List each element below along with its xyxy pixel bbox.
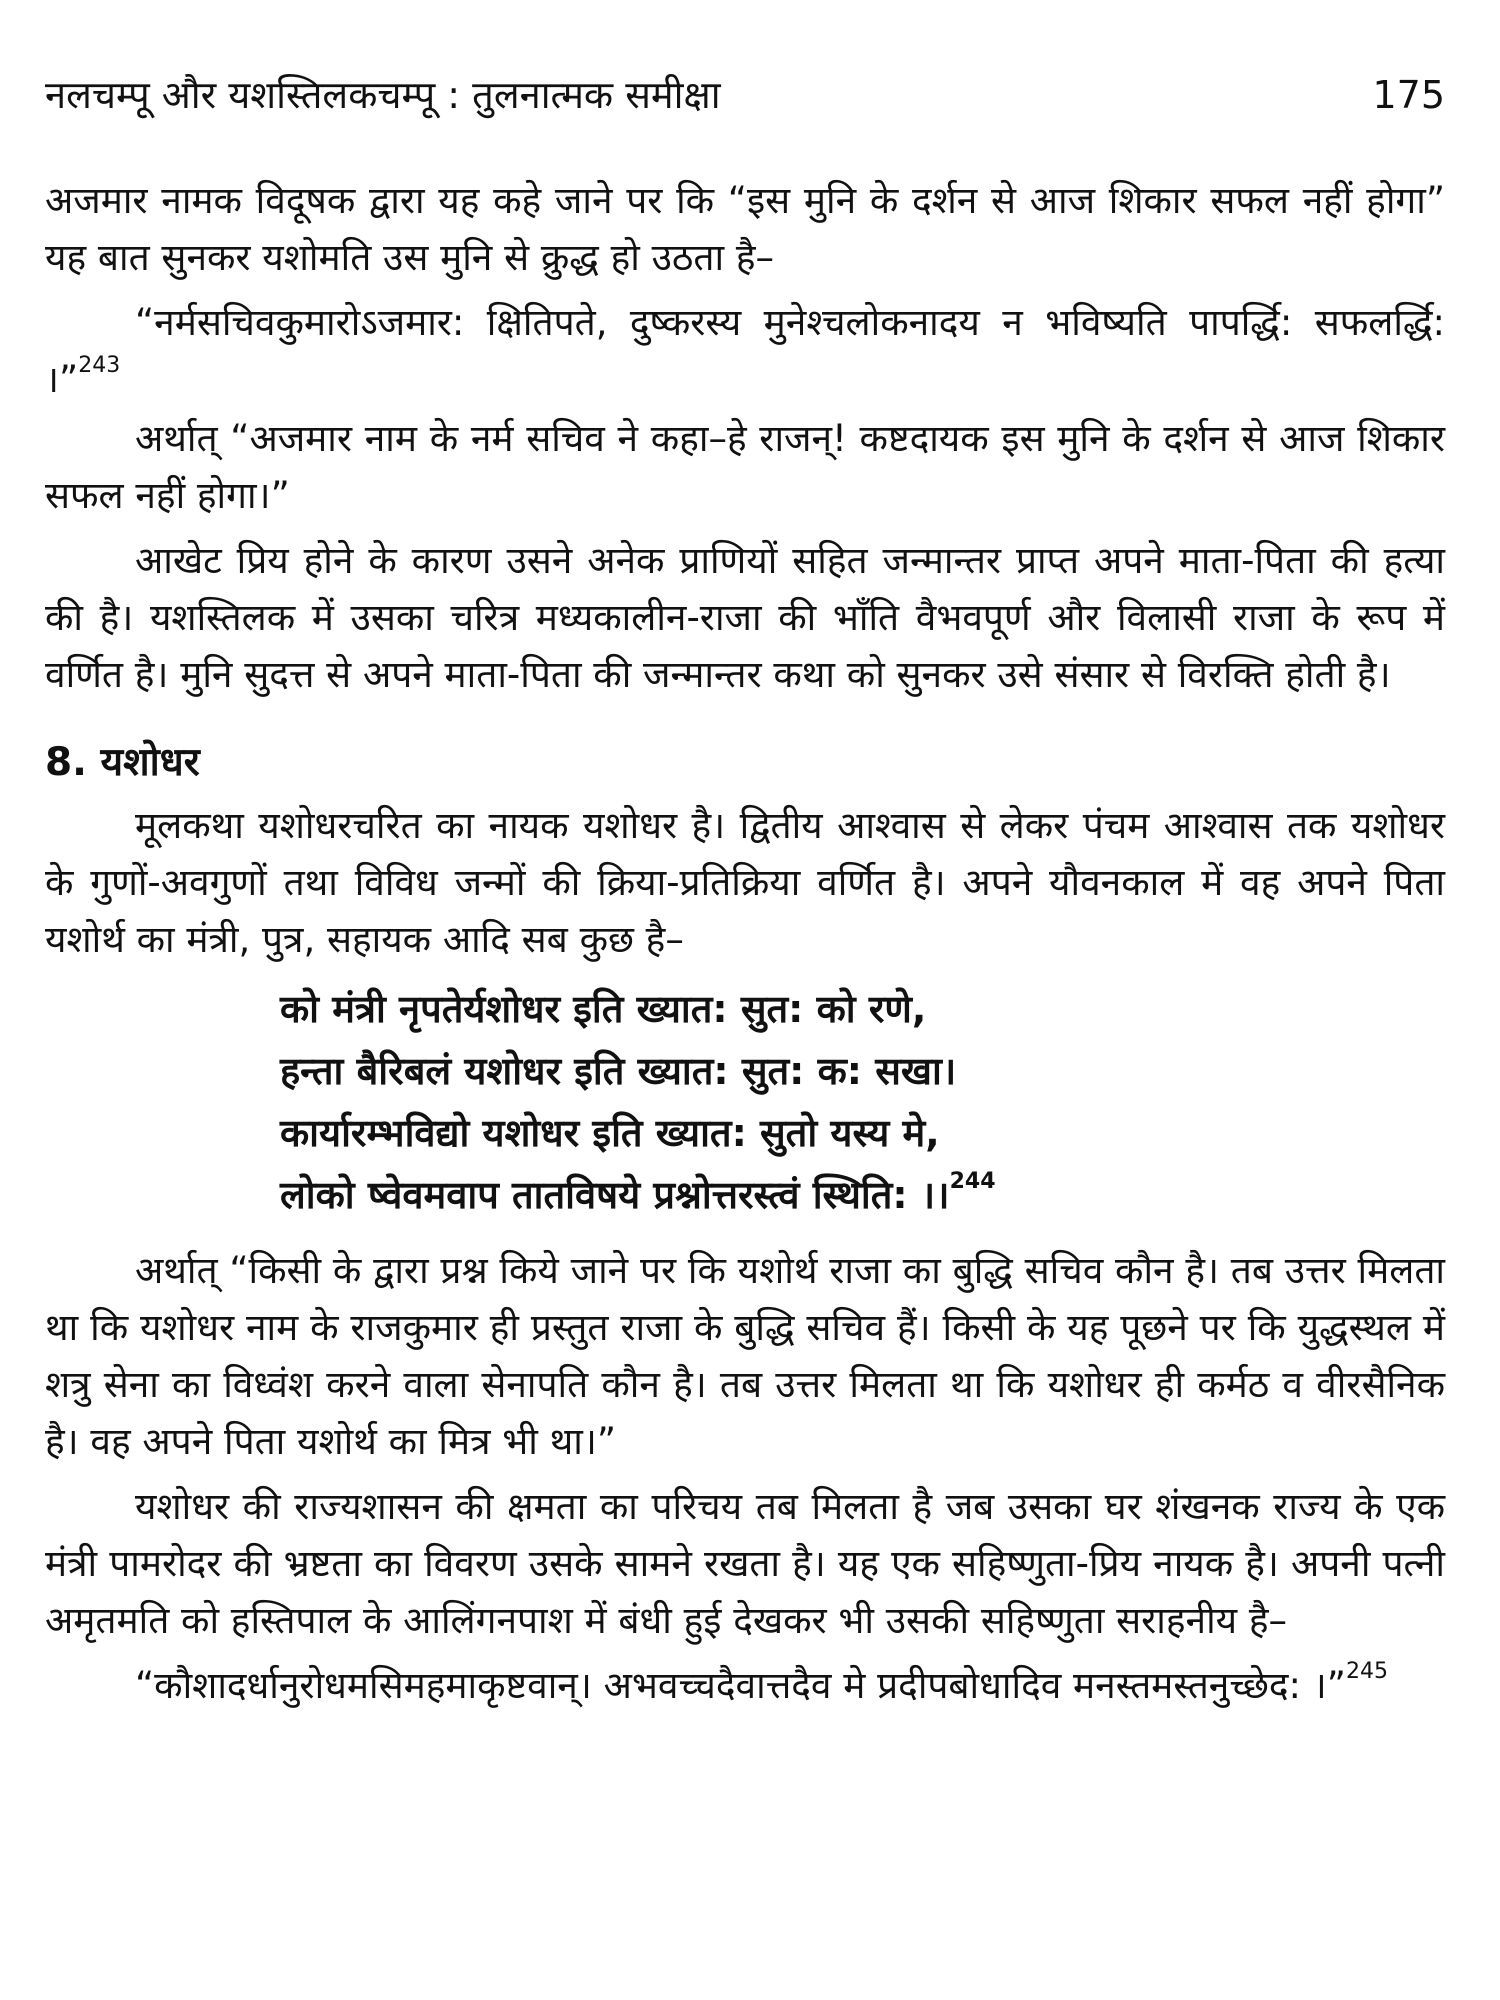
paragraph-5: अर्थात् “किसी के द्वारा प्रश्न किये जाने पर कि यशोर्थ राजा का बुद्धि सचिव कौन है। तब उत्तर मिलता था कि यशोधर नाम के राजकुमार ही प्रस्तुत राजा के बुद्धि सचिव हैं। किसी के यह पूछने पर कि युद्धस्थल में शत्रु सेना का विध्वंश करने वाला सेनापति कौन है। तब उत्तर मिलता था कि यशोधर ही कर्मठ व वीरसैनिक है। वह अपने पिता यशोर्थ का मित्र भी था।” xyxy=(45,1249,1445,1463)
verse-line: कार्यारम्भविद्यो यशोधर इति ख्यात: सुतो यस्य मे, xyxy=(280,1111,940,1155)
page-header xyxy=(45,70,1445,130)
paragraph-6: यशोधर की राज्यशासन की क्षमता का परिचय तब मिलता है जब उसका घर शंखनक राज्य के एक मंत्री पामरोदर की भ्रष्टता का विवरण उसके सामने रखता है। यह एक सहिष्णुता-प्रिय नायक है। अपनी पत्नी अमृतमति को हस्तिपाल के आलिंगनपाश में बंधी हुई देखकर भी उसकी सहिष्णुता सराहनीय है– xyxy=(45,1485,1445,1642)
quote-text: “कौशादर्धानुरोधमसिमहमाकृष्टवान्। अभवच्चदैवात्तदैव मे प्रदीपबोधादिव मनस्तमस्तनुच्छेद: ।” xyxy=(135,1664,1346,1707)
page-body xyxy=(45,172,1445,1722)
quote-text: “नर्मसचिवकुमारोऽजमार: क्षितिपते, दुष्करस्य मुनेश्चलोकनादय न भविष्यति पापर्द्धि: सफलर्द्धि: ।” xyxy=(45,301,1445,401)
verse-line: को मंत्री नृपतेर्यशोधर इति ख्यात: सुत: को रणे, xyxy=(280,987,927,1031)
paragraph-1: अजमार नामक विदूषक द्वारा यह कहे जाने पर कि “इस मुनि के दर्शन से आज शिकार सफल नहीं होगा” यह बात सुनकर यशोमति उस मुनि से क्रुद्ध हो उठता है– xyxy=(45,179,1445,279)
section-heading: 8. यशोधर xyxy=(45,740,200,785)
verse-text: लोको ष्वेवमवाप तातविषये प्रश्नोत्तरस्त्वं स्थिति: ।। xyxy=(280,1173,950,1217)
verse-line: हन्ता बैरिबलं यशोधर इति ख्यात: सुत: क: सखा। xyxy=(280,1049,957,1093)
footnote-ref-244: 244 xyxy=(949,1169,996,1195)
sanskrit-quote-1 xyxy=(45,294,1445,408)
paragraph-3: आखेट प्रिय होने के कारण उसने अनेक प्राणियों सहित जन्मान्तर प्राप्त अपने माता-पिता की हत्या की है। यशस्तिलक में उसका चरित्र मध्यकालीन-राजा की भाँति वैभवपूर्ण और विलासी राजा के रूप में वर्णित है। मुनि सुदत्त से अपने माता-पिता की जन्मान्तर कथा को सुनकर उसे संसार से विरक्ति होती है। xyxy=(45,539,1445,696)
paragraph-4: मूलकथा यशोधरचरित का नायक यशोधर है। द्वितीय आश्वास से लेकर पंचम आश्वास तक यशोधर के गुणों-अवगुणों तथा विविध जन्मों की क्रिया-प्रतिक्रिया वर्णित है। अपने यौवनकाल में वह अपने पिता यशोर्थ का मंत्री, पुत्र, सहायक आदि सब कुछ है– xyxy=(45,804,1445,961)
page-number: 175 xyxy=(1372,73,1445,117)
verse-line-last xyxy=(280,1164,1445,1226)
sanskrit-quote-2 xyxy=(45,1657,1445,1714)
footnote-ref-243: 243 xyxy=(78,353,121,379)
verse-block xyxy=(280,978,1445,1226)
running-title: नलचम्पू और यशस्तिलकचम्पू : तुलनात्मक समीक्षा xyxy=(45,73,721,117)
paragraph-2: अर्थात् “अजमार नाम के नर्म सचिव ने कहा–हे राजन्! कष्टदायक इस मुनि के दर्शन से आज शिकार सफल नहीं होगा।” xyxy=(45,417,1445,517)
footnote-ref-245: 245 xyxy=(1345,1659,1388,1685)
